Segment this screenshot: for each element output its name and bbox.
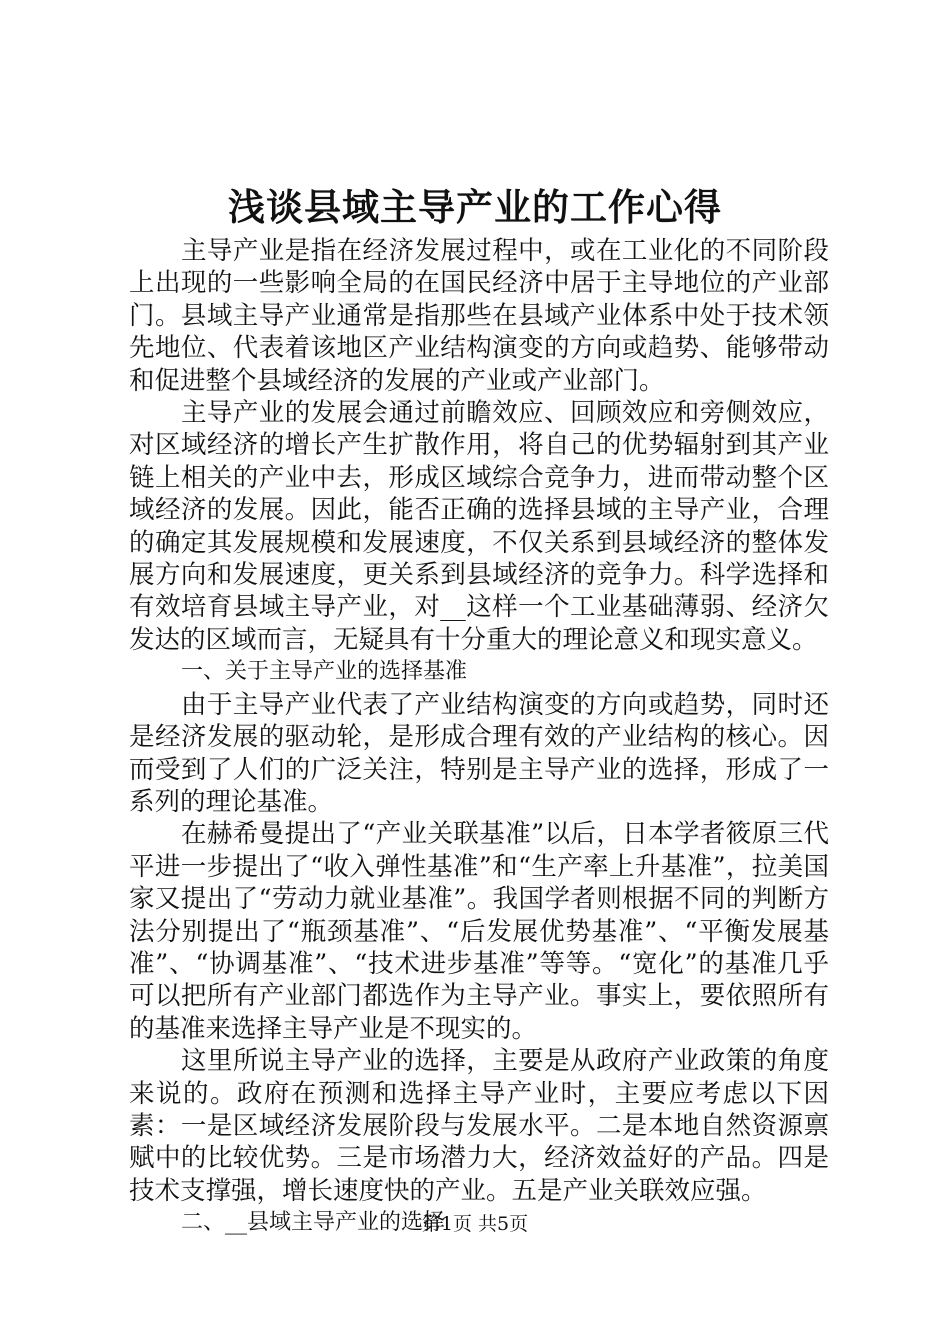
paragraph-selection-factors: 这里所说主导产业的选择，主要是从政府产业政策的角度来说的。政府在预测和选择主导产业时，主要应考虑以下因素：一是区域经济发展阶段与发展水平。二是本地自然资源禀赋中的比较优势。三是市场潜力大，经济效益好的产品。四是技术支撑强，增长速度快的产业。五是产业关联效应强。 [129, 1046, 829, 1206]
document-body [129, 235, 829, 1240]
paragraph-criteria-overview: 由于主导产业代表了产业结构演变的方向或趋势，同时还是经济发展的驱动轮，是形成合理有效的产业结构的核心。因而受到了人们的广泛关注，特别是主导产业的选择，形成了一系列的理论基准。 [129, 689, 829, 817]
page-number-footer: 第1页 共5页 [421, 1213, 529, 1235]
section-heading-2: 二、__县域主导产业的选择 [181, 1210, 446, 1236]
paragraph-effects: 主导产业的发展会通过前瞻效应、回顾效应和旁侧效应，对区域经济的增长产生扩散作用，将自己的优势辐射到其产业链上相关的产业中去，形成区域综合竞争力，进而带动整个区域经济的发展。因此，能否正确的选择县域的主导产业，合理的确定其发展规模和发展速度，不仅关系到县域经济的整体发展方向和发展速度，更关系到县域经济的竞争力。科学选择和有效培育县域主导产业，对__这样一个工业基础薄弱、经济欠发达的区域而言，无疑具有十分重大的理论意义和现实意义。 [129, 398, 829, 655]
document-title: 浅谈县域主导产业的工作心得 [228, 185, 722, 229]
paragraph-criteria-list: 在赫希曼提出了“产业关联基准”以后，日本学者筱原三代平进一步提出了“收入弹性基准”和“生产率上升基准”，拉美国家又提出了“劳动力就业基准”。我国学者则根据不同的判断方法分别提出了“瓶颈基准”、“后发展优势基准”、“平衡发展基准”、“协调基准”、“技术进步基准”等等。“宽化”的基准几乎可以把所有产业部门都选作为主导产业。事实上，要依照所有的基准来选择主导产业是不现实的。 [129, 819, 829, 1044]
section-heading-1: 一、关于主导产业的选择基准 [181, 659, 468, 685]
paragraph-intro: 主导产业是指在经济发展过程中，或在工业化的不同阶段上出现的一些影响全局的在国民经济中居于主导地位的产业部门。县域主导产业通常是指那些在县域产业体系中处于技术领先地位、代表着该地区产业结构演变的方向或趋势、能够带动和促进整个县域经济的发展的产业或产业部门。 [129, 236, 829, 396]
